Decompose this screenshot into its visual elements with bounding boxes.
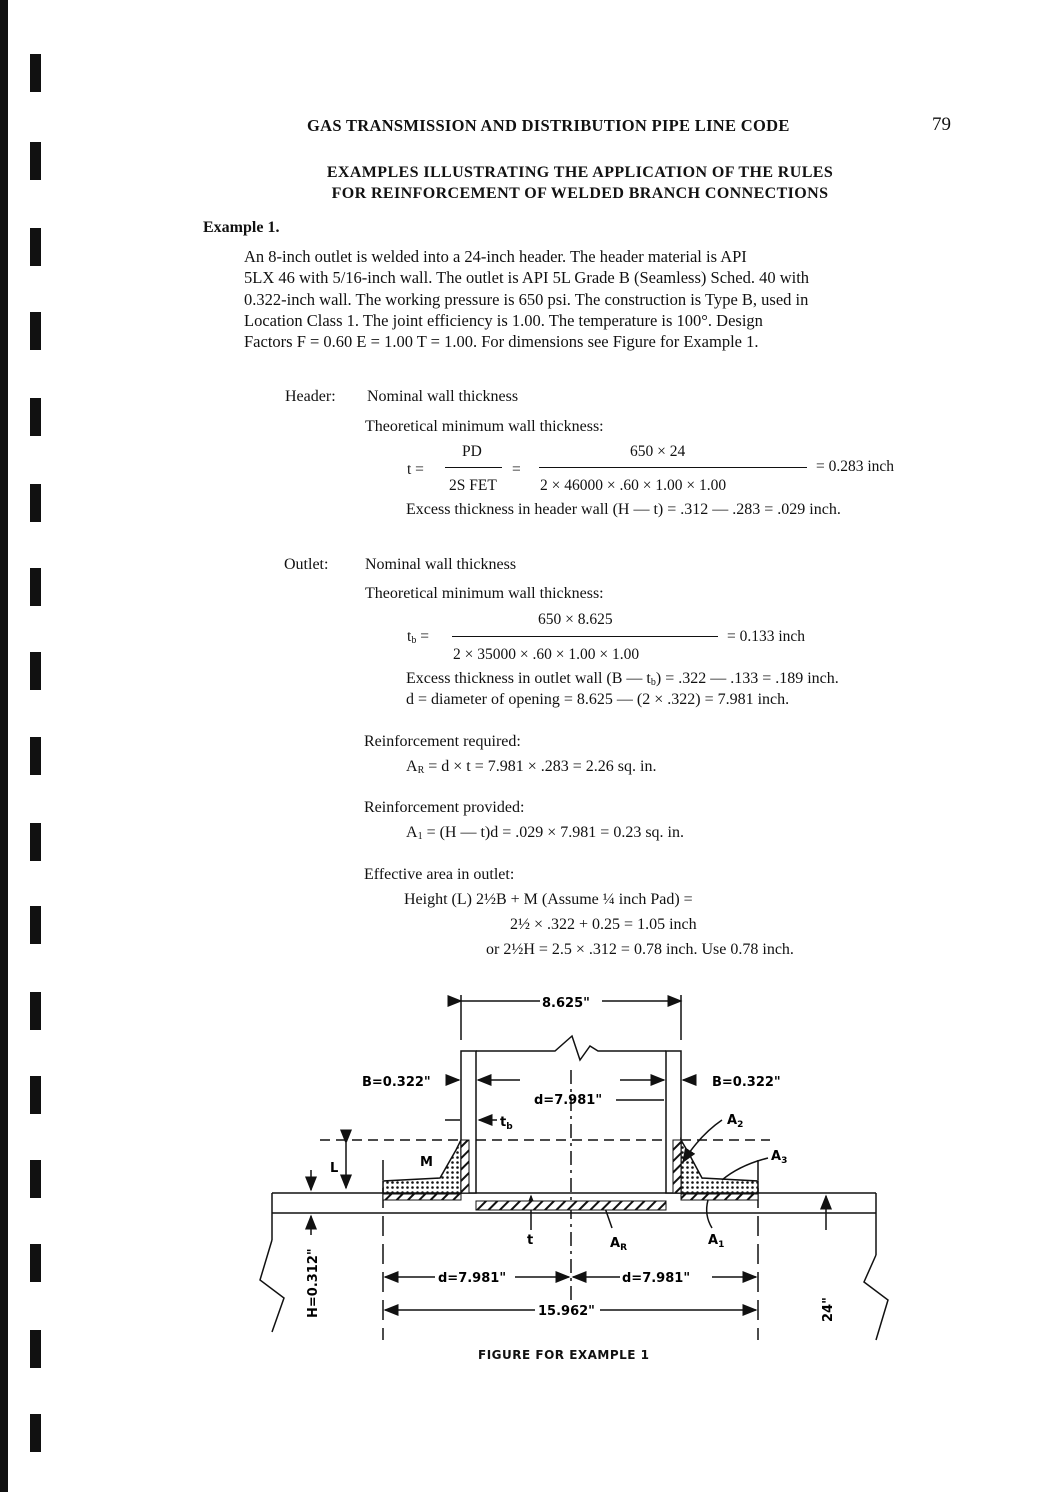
page-number: 79 bbox=[932, 114, 951, 135]
opening-diameter: d = diameter of opening = 8.625 — (2 × .322) = 7.981 inch. bbox=[406, 691, 790, 708]
d-left-label: d=7.981" bbox=[438, 1271, 507, 1286]
effective-height-alt: or 2½H = 2.5 × .312 = 0.78 inch. Use 0.78 inch. bbox=[486, 941, 794, 958]
header-excess: Excess thickness in header wall (H — t) = .312 — .283 = .029 inch. bbox=[406, 501, 841, 518]
example-label: Example 1. bbox=[203, 219, 280, 236]
t-label: t bbox=[527, 1233, 534, 1248]
header-dia-label: 24" bbox=[821, 1297, 836, 1322]
required-area-hatch bbox=[476, 1201, 666, 1210]
reinforcement-required: $A_R = d \times t = 7.981 \times .283 = 2.26$ sq. in. bbox=[406, 758, 657, 776]
header-result: = 0.283 inch bbox=[816, 458, 895, 475]
effective-height: Height (L) 2½B + M (Assume ¼ inch Pad) = bbox=[404, 891, 693, 908]
fraction-denominator: 2 × 46000 × .60 × 1.00 × 1.00 bbox=[540, 477, 727, 494]
outlet-label: Outlet: bbox=[284, 556, 329, 573]
m-label: M bbox=[420, 1155, 433, 1170]
punch-hole bbox=[30, 398, 41, 436]
fraction-numerator: 650 × 24 bbox=[630, 443, 686, 460]
effective-area-label: Effective area in outlet: bbox=[364, 866, 515, 883]
b-left-label: B=0.322" bbox=[362, 1075, 431, 1090]
punch-hole bbox=[30, 1414, 41, 1452]
intro-line: An 8-inch outlet is welded into a 24-inch header. The header material is API bbox=[244, 247, 747, 266]
h-label: H=0.312" bbox=[306, 1248, 321, 1318]
intro-line: 5LX 46 with 5/16-inch wall. The outlet is API 5L Grade B (Seamless) Sched. 40 with bbox=[244, 268, 810, 287]
t-symbol: t = bbox=[407, 461, 424, 478]
punch-hole bbox=[30, 142, 41, 180]
punch-hole bbox=[30, 54, 41, 92]
equals-sign: = bbox=[512, 461, 521, 478]
fraction-numerator: PD bbox=[462, 443, 482, 460]
punch-hole bbox=[30, 568, 41, 606]
punch-hole bbox=[30, 823, 41, 861]
fraction-bar bbox=[539, 467, 807, 468]
section-title-line2: FOR REINFORCEMENT OF WELDED BRANCH CONNECTIONS bbox=[331, 185, 829, 202]
a1-label: $A_1$ bbox=[708, 1233, 725, 1250]
d-top-label: d=7.981" bbox=[534, 1093, 603, 1108]
outlet-nominal: Nominal wall thickness bbox=[365, 556, 517, 573]
b-right-label: B=0.322" bbox=[712, 1075, 781, 1090]
header-label: Header: bbox=[285, 388, 336, 405]
outlet-excess: Excess thickness in outlet wall (B — $t_b) = .322$ — .133 = .189 inch. bbox=[406, 670, 839, 688]
l-label: L bbox=[330, 1161, 339, 1176]
effective-height-calc: 2½ × .322 + 0.25 = 1.05 inch bbox=[510, 916, 697, 933]
outlet-od-label: 8.625" bbox=[542, 996, 590, 1011]
header-nominal: Nominal wall thickness bbox=[367, 388, 519, 405]
intro-line: Factors F = 0.60 E = 1.00 T = 1.00. For dimensions see Figure for Example 1. bbox=[244, 332, 759, 351]
tb-label: $t_b$ bbox=[500, 1115, 513, 1132]
a2-label: $A_2$ bbox=[727, 1113, 744, 1130]
fraction-denominator: 2 × 35000 × .60 × 1.00 × 1.00 bbox=[453, 646, 640, 663]
branch-connection-figure bbox=[0, 985, 1050, 1385]
fraction-bar bbox=[445, 467, 502, 468]
reinforcement-required-label: Reinforcement required: bbox=[364, 733, 521, 750]
a3-label: $A_3$ bbox=[771, 1149, 788, 1166]
d-right-label: d=7.981" bbox=[622, 1271, 691, 1286]
outlet-result: = 0.133 inch bbox=[727, 628, 806, 645]
intro-line: Location Class 1. The joint efficiency is 1.00. The temperature is 100°. Design bbox=[244, 311, 763, 330]
running-title: GAS TRANSMISSION AND DISTRIBUTION PIPE LINE CODE bbox=[307, 116, 790, 135]
punch-hole bbox=[30, 484, 41, 522]
figure-caption: FIGURE FOR EXAMPLE 1 bbox=[478, 1348, 650, 1362]
punch-hole bbox=[30, 652, 41, 690]
reinforcement-provided-label: Reinforcement provided: bbox=[364, 799, 525, 816]
punch-hole bbox=[30, 906, 41, 944]
punch-hole bbox=[30, 228, 41, 266]
fraction-denominator: 2S FET bbox=[449, 477, 497, 494]
fraction-bar bbox=[452, 636, 718, 637]
ar-label: $A_R$ bbox=[610, 1236, 627, 1253]
header-theoretical: Theoretical minimum wall thickness: bbox=[365, 418, 604, 435]
fraction-numerator: 650 × 8.625 bbox=[538, 611, 613, 628]
section-title-line1: EXAMPLES ILLUSTRATING THE APPLICATION OF THE RULES bbox=[326, 164, 834, 181]
tb-symbol: $t_b$ = bbox=[407, 628, 429, 646]
reinforcement-provided: $A_1 = (H$ — t)d = .029 × 7.981 = 0.23 sq. in. bbox=[406, 824, 684, 842]
intro-line: 0.322-inch wall. The working pressure is 650 psi. The construction is Type B, used in bbox=[244, 290, 809, 309]
outlet-theoretical: Theoretical minimum wall thickness: bbox=[365, 585, 604, 602]
total-width-label: 15.962" bbox=[538, 1304, 595, 1319]
punch-hole bbox=[30, 737, 41, 775]
punch-hole bbox=[30, 312, 41, 350]
